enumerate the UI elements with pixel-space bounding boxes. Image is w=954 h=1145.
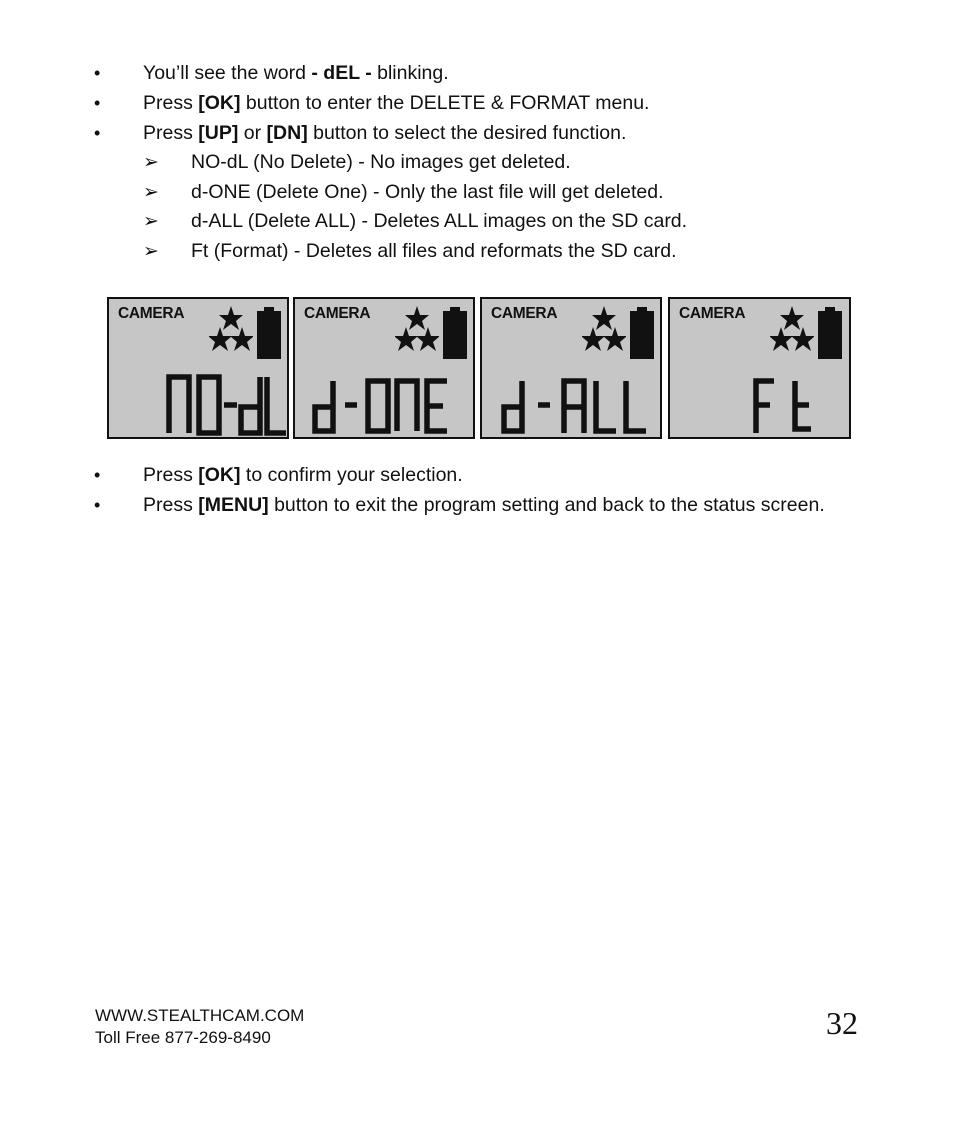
bullet-icon: • (94, 93, 101, 113)
lcd-segment-display (670, 371, 850, 437)
arrow-bullet-icon: ➢ (143, 152, 159, 173)
footer-website: WWW.STEALTHCAM.COM (95, 1006, 305, 1025)
lcd-panel-d-one (293, 297, 475, 439)
footer-phone: Toll Free 877-269-8490 (95, 1028, 271, 1047)
lcd-camera-label: CAMERA (118, 305, 185, 322)
lcd-panel-row (107, 297, 851, 443)
battery-icon (443, 307, 467, 359)
option-item-delete-all (0, 207, 954, 237)
bullet-bold-text: [MENU] (198, 494, 269, 516)
instruction-list (0, 58, 954, 266)
bullet-text: You’ll see the word (143, 62, 312, 84)
page-number: 32 (826, 1005, 858, 1041)
bullet-text: or (238, 122, 267, 144)
bullet-bold-text: [OK] (198, 464, 241, 486)
bullet-bold-text: [UP] (198, 122, 239, 144)
bullet-text: Press (143, 464, 199, 486)
bullet-text: button to enter the DELETE & FORMAT menu. (240, 92, 650, 114)
bullet-item-del-blinking (0, 58, 954, 88)
star-rating-icon (395, 305, 439, 351)
battery-icon (630, 307, 654, 359)
option-item-format (0, 237, 954, 267)
option-text: Ft (Format) - Deletes all files and reformats the SD card. (191, 239, 677, 262)
option-text: NO-dL (No Delete) - No images get deleted. (191, 151, 571, 173)
bullet-icon: • (94, 465, 101, 485)
bullet-text: blinking. (371, 62, 449, 84)
lcd-camera-label: CAMERA (304, 305, 371, 322)
bullet-bold-text: [OK] (198, 92, 241, 114)
bullet-text: Press (143, 92, 199, 114)
bullet-text: Press (143, 122, 199, 144)
lcd-camera-label: CAMERA (491, 305, 558, 322)
lcd-panel-ft (668, 297, 851, 439)
lcd-segment-display (109, 371, 289, 437)
battery-icon (818, 307, 842, 359)
arrow-bullet-icon: ➢ (143, 211, 159, 232)
bullet-item-press-up-dn (0, 118, 954, 148)
arrow-bullet-icon: ➢ (143, 240, 159, 262)
star-rating-icon (770, 305, 814, 351)
star-rating-icon (582, 305, 626, 351)
confirm-instruction-list (0, 460, 954, 520)
bullet-icon: • (94, 123, 101, 143)
bullet-text: to confirm your selection. (240, 464, 463, 486)
option-item-delete-one (0, 178, 954, 208)
lcd-panel-d-all (480, 297, 662, 439)
battery-icon (257, 307, 281, 359)
lcd-camera-label: CAMERA (679, 305, 746, 322)
bullet-icon: • (94, 63, 101, 83)
lcd-segment-display (295, 371, 475, 437)
bullet-item-exit-menu (0, 490, 843, 520)
option-item-no-delete (0, 148, 954, 178)
star-rating-icon (209, 305, 253, 351)
option-text: d-ALL (Delete ALL) - Deletes ALL images on the SD card. (191, 210, 688, 232)
arrow-bullet-icon: ➢ (143, 181, 159, 203)
option-text: d-ONE (Delete One) - Only the last file will get deleted. (191, 180, 664, 203)
bullet-text: button to select the desired function. (307, 122, 627, 144)
lcd-segment-display (482, 371, 662, 437)
bullet-item-confirm (0, 460, 954, 490)
lcd-panel-no-dl (107, 297, 289, 439)
bullet-bold-text: [DN] (266, 122, 308, 144)
bullet-bold-text: - dEL - (311, 62, 372, 84)
bullet-text: button to exit the program setting and back to the status screen. (268, 494, 825, 516)
bullet-item-press-ok (0, 88, 954, 118)
footer-contact (95, 1005, 304, 1049)
bullet-icon: • (94, 495, 101, 515)
bullet-text: Press (143, 494, 199, 516)
